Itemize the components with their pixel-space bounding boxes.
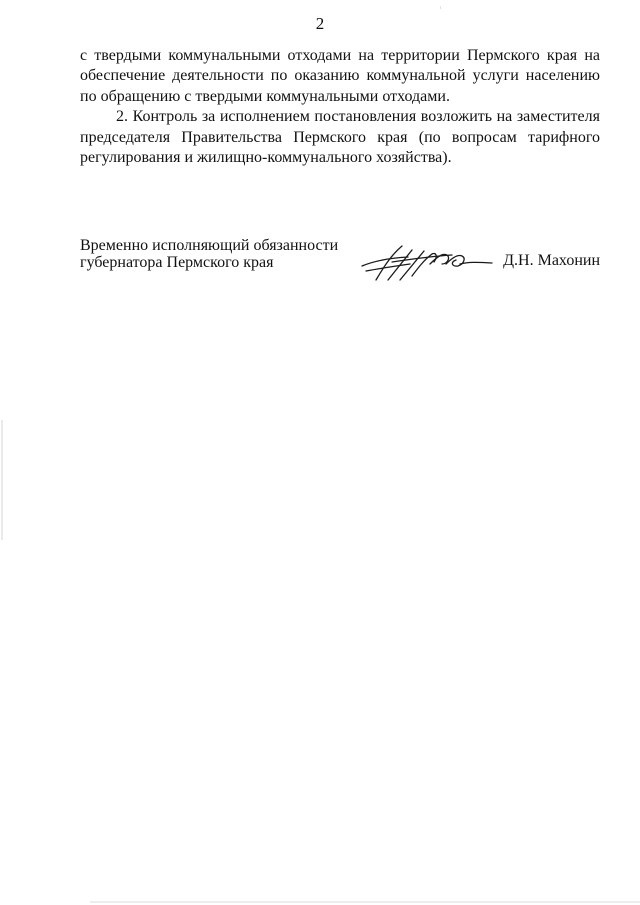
handwritten-signature: [352, 242, 498, 284]
paragraph-2: 2. Контроль за исполнением постановления возложить на заместителя председателя Правительства Пермского края (по вопросам тарифного регулирования и жилищно-коммунального хозяйства).: [80, 108, 600, 167]
signer-name: Д.Н. Махонин: [503, 252, 600, 269]
body-text: [80, 46, 600, 168]
signer-title-line-2: губернатора Пермского края: [80, 254, 274, 271]
paragraph-1: с твердыми коммунальными отходами на территории Пермского края на обеспечение деятельности по оказанию коммунальной услуги населению по обращению с твердыми коммунальными отходами.: [80, 47, 600, 105]
signer-title: [80, 237, 350, 271]
signer-title-line-1: Временно исполняющий обязанности: [80, 237, 339, 254]
page-number: 2: [315, 14, 325, 33]
